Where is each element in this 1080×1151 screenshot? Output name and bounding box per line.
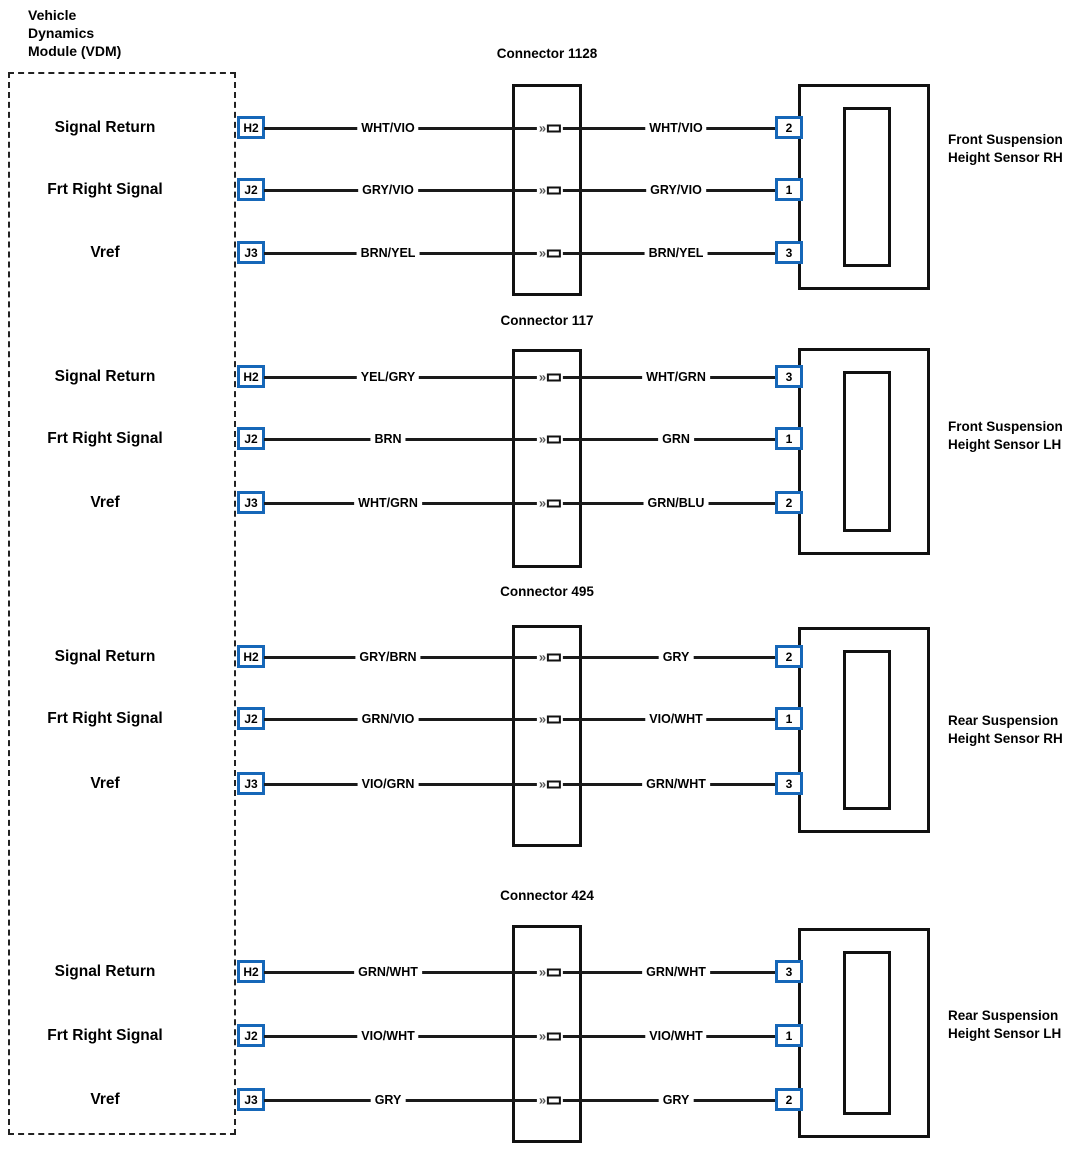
wire-label-left: GRY [371,1093,406,1107]
sensor-pin-box: 3 [775,241,803,264]
wire-label-left: WHT/VIO [357,121,418,135]
signal-label: Frt Right Signal [47,181,163,198]
vdm-pin-box: H2 [237,116,265,139]
wire-label-right: GRN/WHT [642,777,710,791]
vdm-pin-box: J3 [237,491,265,514]
signal-label: Vref [90,775,120,792]
wire-label-right: GRY [659,650,694,664]
sensor-pin-box: 3 [775,772,803,795]
sensor-inner-rect [843,650,891,810]
signal-label: Vref [90,494,120,511]
sensor-box [798,84,930,290]
connector-label: Connector 1128 [496,46,598,61]
sensor-inner-rect [843,107,891,267]
sensor-label [948,712,1080,748]
sensor-label-line2: Height Sensor RH [948,150,1063,165]
vdm-pin-box: J2 [237,707,265,730]
vdm-pin-box: H2 [237,645,265,668]
wire-label-left: YEL/GRY [357,370,419,384]
connector-passthrough-icon: » [537,713,563,726]
signal-label: Vref [90,244,120,261]
sensor-box [798,348,930,555]
connector-label: Connector 495 [500,584,594,599]
wire-label-right: WHT/GRN [642,370,710,384]
vdm-title-line1: Vehicle [28,7,77,23]
vdm-pin-box: J3 [237,241,265,264]
vdm-title-line3: Module (VDM) [28,43,122,59]
sensor-inner-rect [843,951,891,1115]
wire-label-left: GRN/WHT [354,965,422,979]
sensor-label-line1: Rear Suspension [948,1008,1059,1023]
wire-label-left: GRY/VIO [358,183,418,197]
sensor-label-line1: Front Suspension [948,132,1063,147]
signal-label: Signal Return [54,963,156,980]
sensor-label-line2: Height Sensor LH [948,437,1062,452]
sensor-label-line2: Height Sensor RH [948,731,1063,746]
vdm-pin-box: J2 [237,1024,265,1047]
wire-label-right: WHT/VIO [645,121,706,135]
signal-label: Frt Right Signal [47,710,163,727]
wire-label-right: VIO/WHT [645,1029,706,1043]
connector-passthrough-icon: » [537,651,563,664]
wire-label-right: GRY [659,1093,694,1107]
connector-label: Connector 117 [500,313,594,328]
wire-label-right: BRN/YEL [645,246,708,260]
wire-line [264,438,776,441]
connector-passthrough-icon: » [537,966,563,979]
wire-label-left: GRY/BRN [355,650,420,664]
wire-label-right: GRY/VIO [646,183,706,197]
vdm-pin-box: J3 [237,772,265,795]
sensor-pin-box: 2 [775,491,803,514]
sensor-pin-box: 1 [775,707,803,730]
sensor-label [948,1007,1080,1043]
sensor-box [798,627,930,833]
wire-label-left: GRN/VIO [358,712,419,726]
connector-label: Connector 424 [500,888,594,903]
wire-label-left: WHT/GRN [354,496,422,510]
sensor-label-line2: Height Sensor LH [948,1026,1062,1041]
sensor-pin-box: 1 [775,427,803,450]
signal-label: Frt Right Signal [47,430,163,447]
sensor-pin-box: 1 [775,178,803,201]
signal-label: Signal Return [54,648,156,665]
sensor-pin-box: 2 [775,1088,803,1111]
sensor-inner-rect [843,371,891,532]
wire-line [264,1099,776,1102]
sensor-label-line1: Front Suspension [948,419,1063,434]
connector-passthrough-icon: » [537,497,563,510]
vdm-pin-box: H2 [237,365,265,388]
connector-passthrough-icon: » [537,433,563,446]
sensor-box [798,928,930,1138]
vdm-pin-box: J3 [237,1088,265,1111]
connector-passthrough-icon: » [537,371,563,384]
vdm-pin-box: H2 [237,960,265,983]
vdm-pin-box: J2 [237,178,265,201]
wire-label-left: VIO/GRN [358,777,419,791]
wire-label-left: VIO/WHT [357,1029,418,1043]
sensor-label-line1: Rear Suspension [948,713,1059,728]
wire-label-right: GRN/BLU [644,496,709,510]
wire-label-right: GRN/WHT [642,965,710,979]
connector-passthrough-icon: » [537,122,563,135]
vdm-title [28,6,121,60]
signal-label: Vref [90,1091,120,1108]
sensor-label [948,131,1080,167]
vdm-title-line2: Dynamics [28,25,95,41]
wire-line [264,656,776,659]
connector-passthrough-icon: » [537,778,563,791]
sensor-pin-box: 2 [775,645,803,668]
connector-passthrough-icon: » [537,247,563,260]
connector-passthrough-icon: » [537,1030,563,1043]
signal-label: Frt Right Signal [47,1027,163,1044]
sensor-pin-box: 3 [775,365,803,388]
sensor-pin-box: 1 [775,1024,803,1047]
wire-label-right: VIO/WHT [645,712,706,726]
wire-label-left: BRN/YEL [357,246,420,260]
connector-passthrough-icon: » [537,184,563,197]
vdm-pin-box: J2 [237,427,265,450]
wire-label-right: GRN [658,432,694,446]
signal-label: Signal Return [54,119,156,136]
connector-passthrough-icon: » [537,1094,563,1107]
signal-label: Signal Return [54,368,156,385]
sensor-pin-box: 3 [775,960,803,983]
wire-label-left: BRN [370,432,405,446]
sensor-label [948,418,1080,454]
sensor-pin-box: 2 [775,116,803,139]
